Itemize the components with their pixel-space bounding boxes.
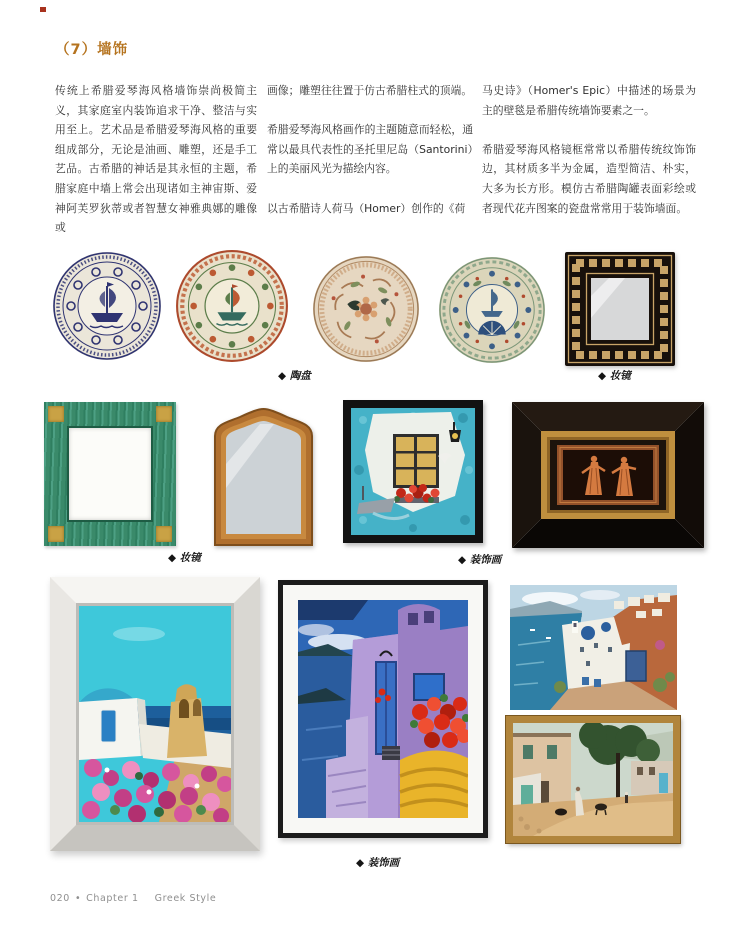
arched-wood-mirror <box>210 404 317 550</box>
footer-style-name: Greek Style <box>154 893 217 904</box>
plate-floral-bird <box>312 253 420 365</box>
text-column-1 <box>55 81 257 257</box>
caption-row3-paintings: ◆ 装饰画 <box>356 857 400 869</box>
footer-page-number: 020 <box>50 893 70 904</box>
body-paragraph: 传统上希腊爱琴海风格墙饰崇尚极简主义，其家庭室内装饰追求干净、整洁与实用至上。艺术品是希腊爱琴海风格的重要组成部分，无论是油画、雕塑，还是手工艺品。古希腊的神话是其永恒的主题，希腊家庭中墙上常会出现诸如主神宙斯、爱神阿芙罗狄蒂或者智慧女神雅典娜的雕像或 <box>55 84 257 235</box>
footer-chapter: Chapter 1 <box>86 893 139 904</box>
body-paragraph: 马史诗》（Homer's Epic）中描述的场景为主的壁毯是希腊传统墙饰要素之一。 <box>482 84 696 117</box>
greek-key-mirror <box>565 252 675 366</box>
body-paragraph: 希腊爱琴海风格镜框常常以希腊传统纹饰饰边，其材质多半为金属，造型简洁、朴实，大多为长方形。模仿古希腊陶罐表面彩绘或者现代花卉图案的瓷盘常常用于装饰墙面。 <box>482 142 696 215</box>
caption-square-mirror: ◆ 妆镜 <box>598 370 631 382</box>
caption-row2-mirrors: ◆ 妆镜 <box>168 552 201 564</box>
santorini-cliff-painting <box>510 585 677 710</box>
text-column-3 <box>482 81 696 238</box>
plate-multicolor-ship <box>175 249 289 363</box>
window-mosaic-painting <box>343 400 483 543</box>
white-frame-santorini-painting <box>50 577 260 851</box>
caption-ceramic-plates: ◆ 陶盘 <box>278 370 311 382</box>
body-paragraph: 以古希腊诗人荷马（Homer）创作的《荷 <box>267 201 466 215</box>
body-paragraph: 画像；雕塑往往置于仿古希腊柱式的顶端。 <box>267 84 473 97</box>
plate-blue-white-ship <box>52 250 162 362</box>
corner-red-mark <box>40 7 46 12</box>
text-column-2 <box>267 81 473 238</box>
gold-corner <box>156 526 172 542</box>
gold-corner <box>48 406 64 422</box>
green-frame-mirror <box>44 402 176 546</box>
village-scene-painting <box>506 716 680 843</box>
mirror-glass <box>69 428 151 520</box>
plate-green-ship-fan <box>438 254 546 366</box>
gold-corner <box>48 526 64 542</box>
footer-separator: • <box>74 893 82 904</box>
painting-canvas <box>76 603 234 825</box>
purple-house-painting <box>278 580 488 838</box>
body-paragraph: 希腊爱琴海风格画作的主题随意而轻松，通常以最具代表性的圣托里尼岛（Santorini）上的美丽风光为描绘内容。 <box>267 123 473 176</box>
caption-row2-paintings: ◆ 装饰画 <box>458 554 502 566</box>
greek-figures-painting <box>512 402 704 548</box>
section-heading: （7）墙饰 <box>55 42 129 58</box>
gold-corner <box>156 406 172 422</box>
page-footer <box>50 893 216 904</box>
